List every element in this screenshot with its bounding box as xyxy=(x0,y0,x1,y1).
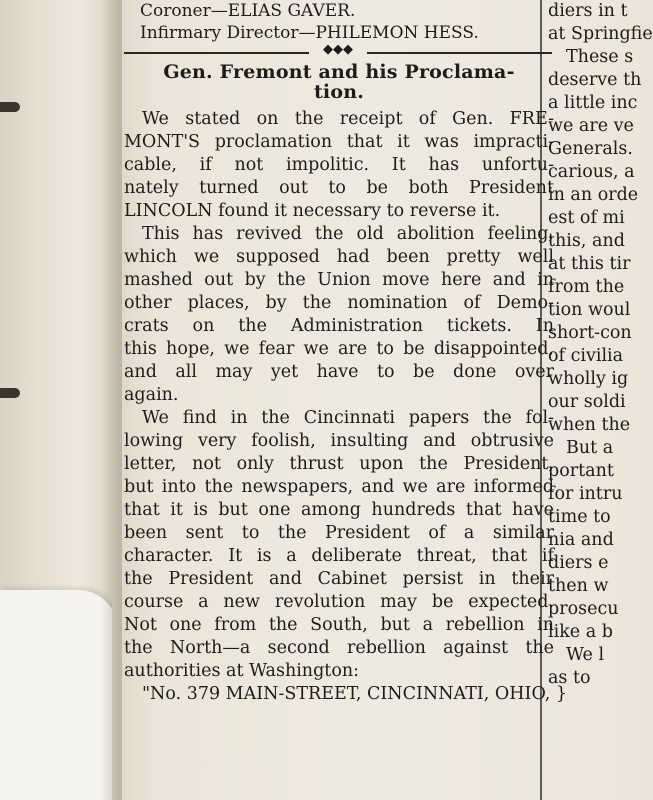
article-line: character. It is a deliberate threat, that if xyxy=(124,546,554,566)
adjacent-column-line: when the xyxy=(548,415,631,435)
article-line: This has revived the old abolition feeling, xyxy=(142,224,554,244)
article-line: We find in the Cincinnati papers the fol- xyxy=(142,408,554,428)
adjacent-column-line: portant xyxy=(548,461,614,481)
article-line: nately turned out to be both President xyxy=(124,178,554,198)
article-line: again. xyxy=(124,385,179,405)
article-line: crats on the Administration tickets. In xyxy=(124,316,554,336)
adjacent-column-line: prosecu xyxy=(548,599,619,619)
adjacent-column-line: a little inc xyxy=(548,93,638,113)
adjacent-column-line: est of mi xyxy=(548,208,625,228)
binding-hole xyxy=(0,102,20,112)
article-line: cable, if not impolitic. It has unfortu- xyxy=(124,155,554,175)
article-line: "No. 379 MAIN-STREET, CINCINNATI, OHIO, } xyxy=(142,684,568,704)
adjacent-column-line: for intru xyxy=(548,484,623,504)
article-line: the North—a second rebellion against the xyxy=(124,638,554,658)
adjacent-column-line: We l xyxy=(566,645,605,665)
adjacent-column-line: But a xyxy=(566,438,614,458)
article-line: other places, by the nomination of Demo- xyxy=(124,293,554,313)
adjacent-column-line: at Springfie xyxy=(548,24,653,44)
article-line: course a new revolution may be expected. xyxy=(124,592,554,612)
headline-line-1: Gen. Fremont and his Proclama- xyxy=(163,61,515,83)
article-column xyxy=(124,0,568,706)
adjacent-column-line: then w xyxy=(548,576,609,596)
adjacent-column-line: diers e xyxy=(548,553,609,573)
article-line: authorities at Washington: xyxy=(124,661,360,681)
article-line: lowing very foolish, insulting and obtrusive xyxy=(124,431,554,451)
article-line: mashed out by the Union move here and in xyxy=(124,270,554,290)
adjacent-column-line: we are ve xyxy=(548,116,634,136)
adjacent-column-line: time to xyxy=(548,507,611,527)
adjacent-column-line: as to xyxy=(548,668,591,688)
officer-coroner: Coroner—ELIAS GAVER. xyxy=(140,1,356,21)
article-headline xyxy=(124,62,554,102)
article-line: which we supposed had been pretty well xyxy=(124,247,554,267)
adjacent-column-line: nia and xyxy=(548,530,614,550)
adjacent-column-line: short-con xyxy=(548,323,632,343)
adjacent-column-line: diers in t xyxy=(548,1,628,21)
adjacent-column-line: wholly ig xyxy=(548,369,629,389)
adjacent-column-line: at this tir xyxy=(548,254,631,274)
adjacent-column-line: of civilia xyxy=(548,346,624,366)
adjacent-column-line: These s xyxy=(566,47,634,67)
adjacent-column-line: from the xyxy=(548,277,625,297)
article-line: letter, not only thrust upon the President, xyxy=(124,454,554,474)
article-line: MONT'S proclamation that it was impracti- xyxy=(124,132,554,152)
officer-infirmary-director: Infirmary Director—PHILEMON HESS. xyxy=(140,23,479,43)
gutter-shadow xyxy=(100,0,122,800)
article-line: but into the newspapers, and we are informed xyxy=(124,477,554,497)
article-line: LINCOLN found it necessary to reverse it. xyxy=(124,201,501,221)
adjacent-column-body xyxy=(548,0,653,690)
adjacent-column-line: tion woul xyxy=(548,300,631,320)
binding-hole xyxy=(0,388,20,398)
adjacent-column-line: Generals. xyxy=(548,139,633,159)
section-divider xyxy=(124,42,554,60)
article-line: Not one from the South, but a rebellion in xyxy=(124,615,554,635)
headline-line-2: tion. xyxy=(313,81,365,103)
adjacent-column-line: deserve th xyxy=(548,70,642,90)
adjacent-column-line: like a b xyxy=(548,622,613,642)
article-line: this hope, we fear we are to be disappointed, xyxy=(124,339,554,359)
article-line: been sent to the President of a similar xyxy=(124,523,554,543)
adjacent-column-line: carious, a xyxy=(548,162,635,182)
adjacent-column-line: in an orde xyxy=(548,185,639,205)
article-line: that it is but one among hundreds that have xyxy=(124,500,554,520)
article-body xyxy=(124,108,568,706)
article-line: and all may yet have to be done over xyxy=(124,362,554,382)
divider-ornament: ◆◆◆ xyxy=(323,42,353,57)
article-line: We stated on the receipt of Gen. FRE- xyxy=(142,109,554,129)
adjacent-column-line: our soldi xyxy=(548,392,626,412)
adjacent-column xyxy=(548,0,653,690)
adjacent-column-line: this, and xyxy=(548,231,625,251)
article-line: the President and Cabinet persist in their xyxy=(124,569,554,589)
